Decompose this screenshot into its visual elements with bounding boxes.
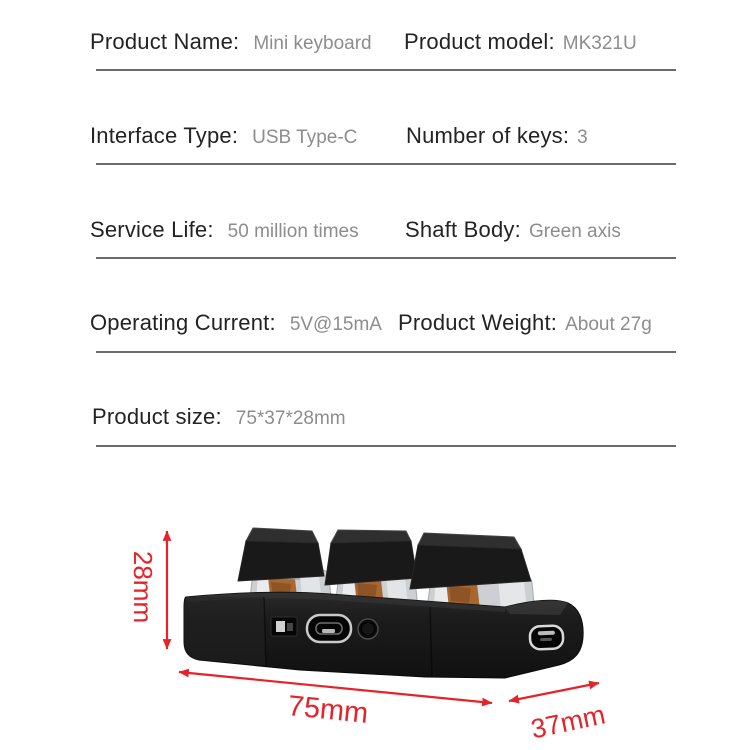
divider [96,351,676,353]
spec-label: Product Name: [90,29,240,54]
spec-pair [90,213,359,250]
keycap-1 [238,528,324,581]
spec-label: Shaft Body: [405,217,521,242]
spec-row [0,306,750,340]
mode-slider-switch [271,617,297,636]
spec-label: Number of keys: [406,123,570,148]
height-dimension-label: 28mm [128,550,158,624]
spec-value: Green axis [528,221,621,242]
divider [96,257,676,259]
product-photo [0,480,750,750]
spec-label: Product model: [404,29,555,54]
keyboard-illustration [0,480,750,750]
side-usb-c-port [530,625,564,649]
depth-dimension-arrow [509,683,599,701]
front-usb-c-port [307,615,351,642]
spec-label: Product size: [92,404,222,429]
spec-pair [90,119,357,156]
spec-pair [92,400,346,437]
spec-pair [398,306,652,343]
spec-row [0,400,750,434]
spec-label: Operating Current: [90,310,276,335]
spec-pair [90,306,382,343]
width-dimension-label: 75mm [286,690,370,730]
spec-label: Interface Type: [90,123,239,148]
keycap-2 [325,530,417,585]
round-button [358,619,378,639]
spec-value: About 27g [565,314,652,335]
spec-pair [90,25,372,62]
spec-pair [404,25,637,62]
spec-value: 50 million times [227,221,359,242]
spec-row [0,213,750,247]
spec-value: Mini keyboard [253,33,372,54]
divider [96,69,676,71]
spec-pair [405,213,621,250]
spec-value: 3 [577,127,588,148]
spec-label: Service Life: [90,217,214,242]
keyboard-body [184,592,583,678]
spec-row [0,25,750,59]
spec-value: 5V@15mA [289,314,382,335]
keycap-3 [410,533,531,589]
divider [96,163,676,165]
spec-value: 75*37*28mm [235,408,346,429]
depth-dimension-label: 37mm [528,699,608,745]
divider [96,445,676,447]
spec-value: MK321U [562,33,637,54]
spec-label: Product Weight: [398,310,558,335]
spec-row [0,119,750,153]
spec-value: USB Type-C [252,127,358,148]
spec-pair [406,119,588,156]
